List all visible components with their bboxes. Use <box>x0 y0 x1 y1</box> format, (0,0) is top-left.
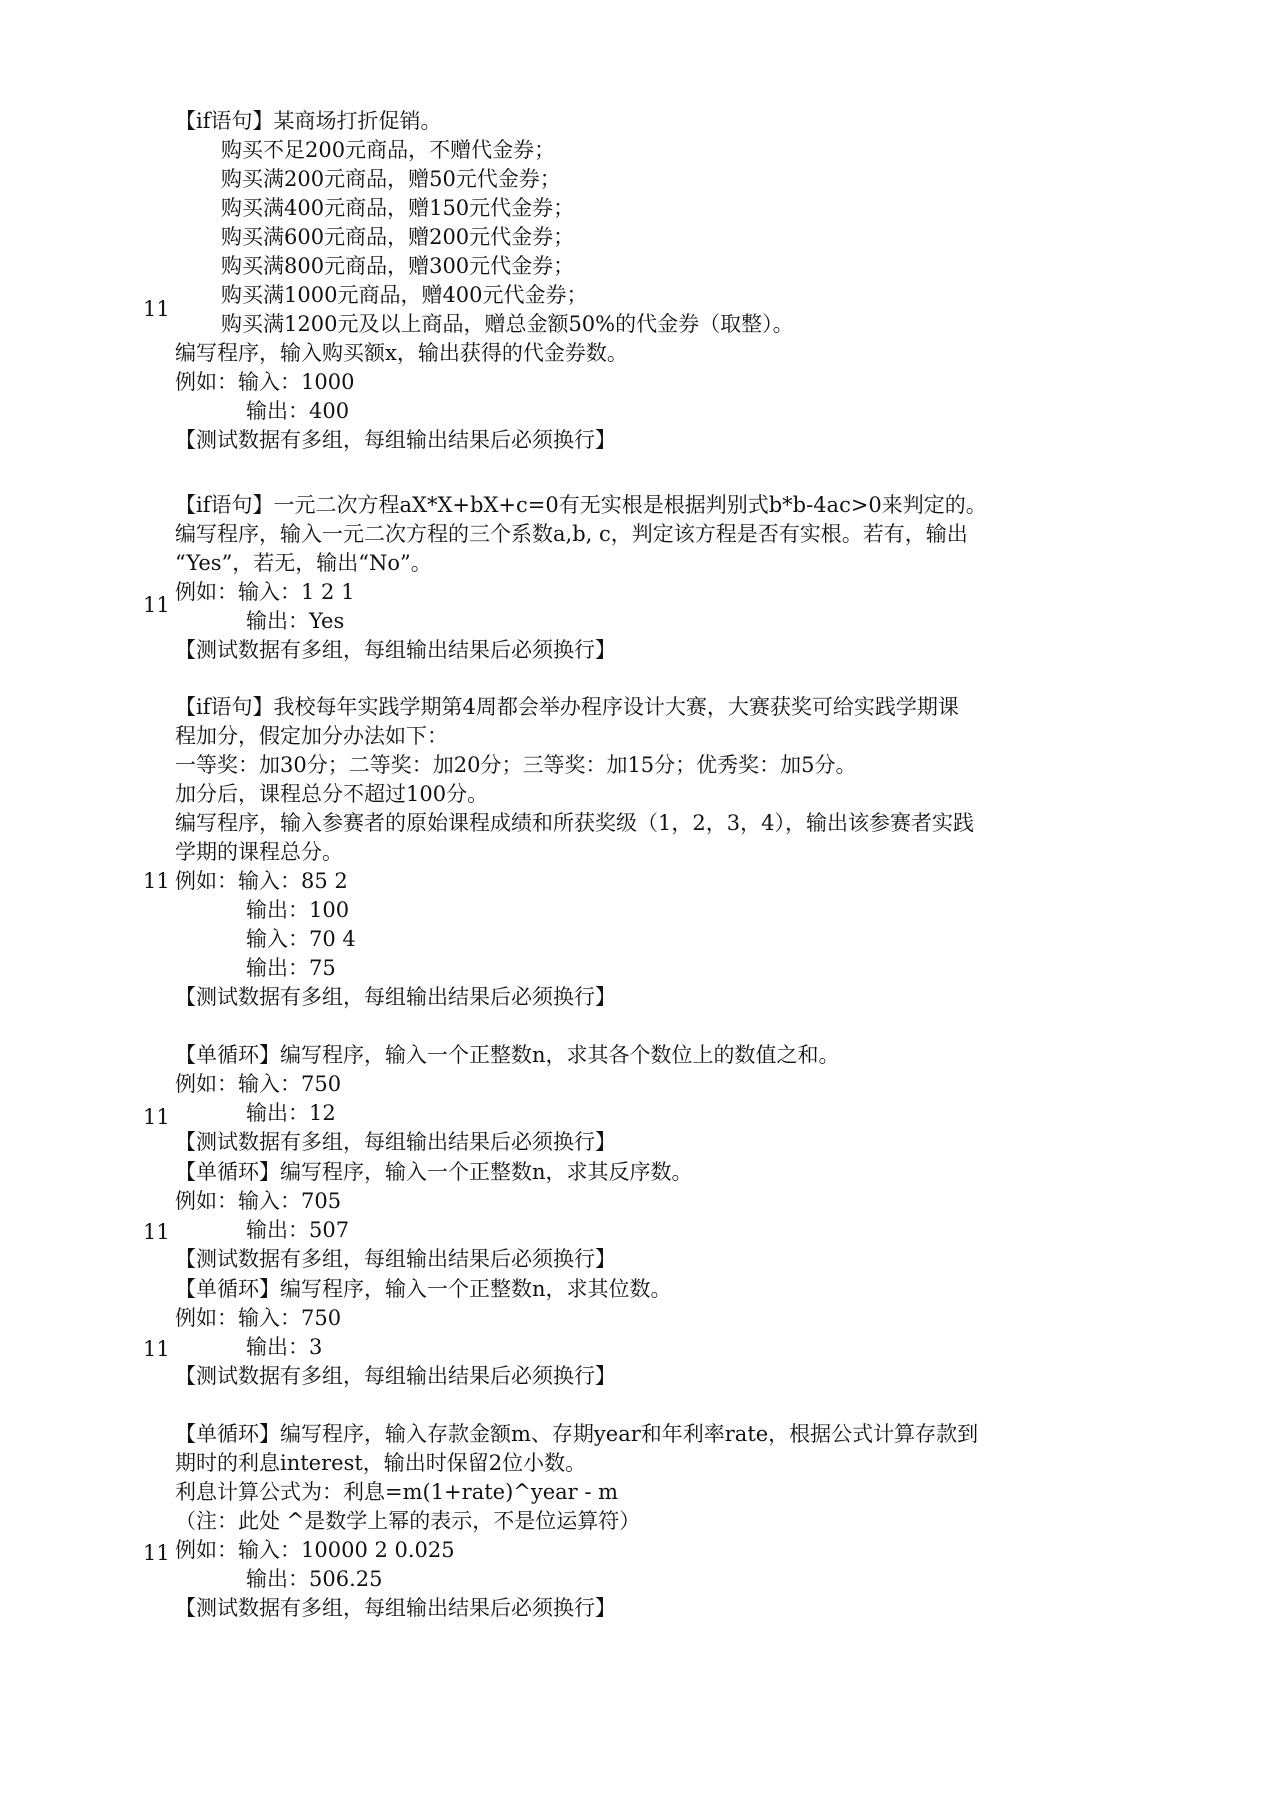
problem-line: 输出：507 <box>246 1218 350 1242</box>
problem-number: 11 <box>143 869 170 893</box>
problem-line: 例如：输入：10000 2 0.025 <box>175 1538 455 1562</box>
problem-line: 学期的课程总分。 <box>175 840 343 864</box>
problem-line: 例如：输入：85 2 <box>175 869 348 893</box>
problem-line: 【if语句】某商场打折促销。 <box>175 109 442 133</box>
problem-line: 【if语句】我校每年实践学期第4周都会举办程序设计大赛，大赛获奖可给实践学期课 <box>175 695 959 719</box>
problem-line: 输出：400 <box>246 399 350 423</box>
problem-text <box>175 1041 1175 1157</box>
problem-number: 11 <box>143 1337 170 1361</box>
problem-line: 输出：75 <box>246 956 336 980</box>
problem-line: 【单循环】编写程序，输入一个正整数n，求其各个数位上的数值之和。 <box>175 1043 840 1067</box>
problem-block <box>0 491 1279 665</box>
problem-block <box>0 1041 1279 1157</box>
problem-line: 购买满400元商品，赠150元代金券； <box>221 196 575 220</box>
problem-number: 11 <box>143 1220 170 1244</box>
problem-line: 加分后，课程总分不超过100分。 <box>175 782 489 806</box>
problem-block <box>0 1275 1279 1391</box>
problem-line: 购买满1000元商品，赠400元代金券； <box>221 283 588 307</box>
problem-line: 【单循环】编写程序，输入一个正整数n，求其位数。 <box>175 1277 672 1301</box>
problem-line: 【单循环】编写程序，输入存款金额m、存期year和年利率rate，根据公式计算存款到 <box>175 1422 979 1446</box>
problem-line: “Yes”，若无，输出“No”。 <box>175 551 432 575</box>
problem-block <box>0 1158 1279 1274</box>
problem-text <box>175 491 1175 665</box>
problem-line: 【测试数据有多组，每组输出结果后必须换行】 <box>175 428 616 452</box>
problem-line: 购买满600元商品，赠200元代金券； <box>221 225 575 249</box>
problem-line: 输出：3 <box>246 1335 323 1359</box>
problem-line: 例如：输入：750 <box>175 1072 342 1096</box>
problem-line: 购买不足200元商品，不赠代金券； <box>221 138 556 162</box>
problem-line: 例如：输入：705 <box>175 1189 342 1213</box>
problem-line: 【测试数据有多组，每组输出结果后必须换行】 <box>175 638 616 662</box>
problem-line: 【单循环】编写程序，输入一个正整数n，求其反序数。 <box>175 1160 693 1184</box>
problem-line: 【测试数据有多组，每组输出结果后必须换行】 <box>175 1596 616 1620</box>
problem-text <box>175 107 1175 455</box>
problem-text <box>175 1275 1175 1391</box>
problem-number: 11 <box>143 297 170 321</box>
problem-line: （注：此处 ^是数学上幂的表示，不是位运算符） <box>175 1509 641 1533</box>
problem-line: 输出：506.25 <box>246 1567 383 1591</box>
problem-number: 11 <box>143 593 170 617</box>
problem-line: 输入：70 4 <box>246 927 356 951</box>
problem-line: 【测试数据有多组，每组输出结果后必须换行】 <box>175 985 616 1009</box>
problem-line: 例如：输入：1000 <box>175 370 355 394</box>
problem-line: 利息计算公式为：利息=m(1+rate)^year - m <box>175 1480 619 1504</box>
problem-line: 购买满200元商品，赠50元代金券； <box>221 167 561 191</box>
problem-line: 编写程序，输入一元二次方程的三个系数a,b, c，判定该方程是否有实根。若有，输出 <box>175 522 968 546</box>
problem-line: 【if语句】一元二次方程aX*X+bX+c=0有无实根是根据判别式b*b-4ac>0来判定的。 <box>175 493 987 517</box>
problem-block <box>0 693 1279 1012</box>
problem-line: 期时的利息interest，输出时保留2位小数。 <box>175 1451 587 1475</box>
problem-line: 输出：100 <box>246 898 350 922</box>
problem-line: 【测试数据有多组，每组输出结果后必须换行】 <box>175 1130 616 1154</box>
problem-line: 输出：Yes <box>246 609 345 633</box>
problem-line: 输出：12 <box>246 1101 336 1125</box>
problem-text <box>175 1420 1175 1623</box>
problem-line: 程加分，假定加分办法如下： <box>175 724 448 748</box>
problem-line: 例如：输入：1 2 1 <box>175 580 355 604</box>
problem-text <box>175 693 1175 1012</box>
problem-block <box>0 1420 1279 1623</box>
problem-line: 【测试数据有多组，每组输出结果后必须换行】 <box>175 1364 616 1388</box>
problem-line: 编写程序，输入参赛者的原始课程成绩和所获奖级（1，2，3，4），输出该参赛者实践 <box>175 811 974 835</box>
problem-line: 购买满1200元及以上商品，赠总金额50%的代金券（取整）。 <box>221 312 794 336</box>
problem-block <box>0 107 1279 455</box>
problem-line: 编写程序，输入购买额x，输出获得的代金券数。 <box>175 341 628 365</box>
problem-line: 购买满800元商品，赠300元代金券； <box>221 254 575 278</box>
problem-line: 一等奖：加30分；二等奖：加20分；三等奖：加15分；优秀奖：加5分。 <box>175 753 857 777</box>
problem-line: 例如：输入：750 <box>175 1306 342 1330</box>
problem-number: 11 <box>143 1105 170 1129</box>
problem-text <box>175 1158 1175 1274</box>
problem-number: 11 <box>143 1541 170 1565</box>
problem-line: 【测试数据有多组，每组输出结果后必须换行】 <box>175 1247 616 1271</box>
